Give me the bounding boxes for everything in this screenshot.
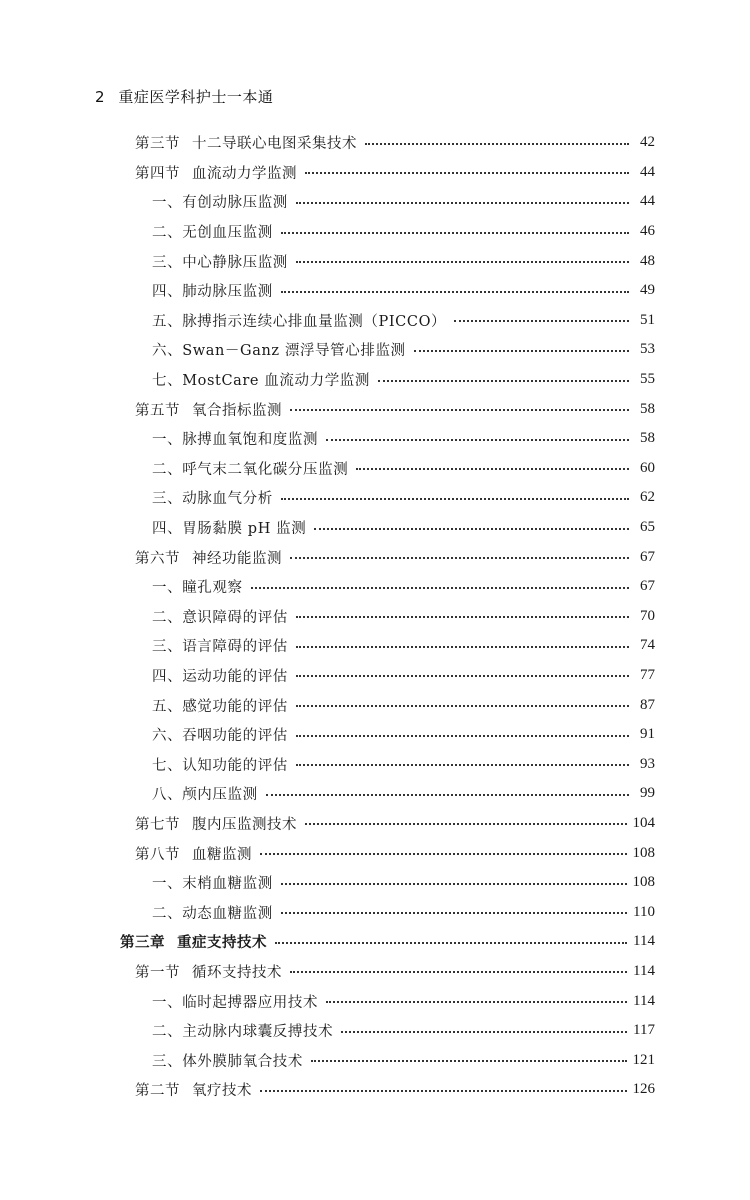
dot-leader	[290, 971, 627, 973]
dot-leader	[454, 320, 629, 322]
toc-entry-item[interactable]	[0, 720, 750, 750]
toc-entry-number: 第一节	[135, 964, 180, 981]
dot-leader	[281, 912, 627, 914]
toc-entry-item[interactable]	[0, 483, 750, 513]
toc-entry-item[interactable]	[0, 424, 750, 454]
toc-entry-text: 三、中心静脉压监测	[152, 254, 288, 271]
toc-entry-title	[152, 487, 273, 508]
toc-entry-page: 48	[640, 252, 655, 269]
toc-entry-title	[152, 783, 258, 804]
toc-entry-page: 42	[640, 134, 655, 151]
toc-entry-text: 二、动态血糖监测	[152, 905, 273, 922]
toc-entry-chapter[interactable]	[0, 927, 750, 957]
toc-entry-item[interactable]	[0, 217, 750, 247]
dot-leader	[296, 705, 629, 707]
toc-entry-number: 第五节	[135, 402, 180, 419]
toc-entry-title	[135, 961, 282, 982]
toc-entry-number: 第七节	[135, 816, 180, 833]
dot-leader	[378, 380, 629, 382]
toc-entry-text: 七、MostCare 血流动力学监测	[152, 373, 371, 390]
toc-entry-section[interactable]	[0, 158, 750, 188]
toc-entry-item[interactable]	[0, 187, 750, 217]
toc-entry-title	[152, 280, 273, 301]
toc-entry-text: 六、Swan－Ganz 漂浮导管心排监测	[152, 343, 406, 360]
toc-entry-title	[135, 132, 357, 153]
toc-entry-title	[152, 191, 288, 212]
toc-entry-page: 91	[640, 726, 655, 743]
toc-entry-text: 四、运动功能的评估	[152, 668, 288, 685]
toc-entry-number: 第三章	[120, 935, 165, 952]
dot-leader	[275, 942, 627, 944]
dot-leader	[260, 853, 627, 855]
toc-entry-page: 58	[640, 430, 655, 447]
toc-entry-number: 第八节	[135, 846, 180, 863]
dot-leader	[281, 498, 629, 500]
toc-entry-section[interactable]	[0, 394, 750, 424]
toc-entry-text: 氧合指标监测	[192, 402, 282, 419]
toc-entry-title	[135, 547, 282, 568]
dot-leader	[290, 557, 629, 559]
toc-entry-title	[152, 458, 348, 479]
toc-entry-title	[152, 221, 273, 242]
toc-entry-text: 血流动力学监测	[192, 165, 297, 182]
dot-leader	[296, 616, 629, 618]
toc-entry-section[interactable]	[0, 809, 750, 839]
toc-entry-title	[152, 635, 288, 656]
toc-entry-text: 一、临时起搏器应用技术	[152, 994, 319, 1011]
toc-entry-page: 62	[640, 489, 655, 506]
toc-entry-section[interactable]	[0, 957, 750, 987]
dot-leader	[260, 1090, 627, 1092]
dot-leader	[251, 587, 629, 589]
toc-entry-page: 99	[640, 785, 655, 802]
toc-entry-text: 五、感觉功能的评估	[152, 698, 288, 715]
toc-entry-title	[152, 576, 243, 597]
toc-entry-title	[152, 991, 318, 1012]
toc-entry-page: 49	[640, 282, 655, 299]
toc-entry-text: 二、呼气末二氧化碳分压监测	[152, 461, 349, 478]
toc-entry-item[interactable]	[0, 572, 750, 602]
dot-leader	[266, 794, 629, 796]
toc-entry-item[interactable]	[0, 749, 750, 779]
toc-entry-title	[152, 872, 273, 893]
toc-entry-page: 114	[633, 992, 655, 1009]
toc-entry-page: 44	[640, 193, 655, 210]
toc-entry-title	[152, 1020, 333, 1041]
dot-leader	[311, 1060, 627, 1062]
toc-entry-item[interactable]	[0, 868, 750, 898]
toc-entry-text: 四、胃肠黏膜 pH 监测	[152, 521, 307, 538]
toc-entry-text: 八、颅内压监测	[152, 787, 258, 804]
toc-entry-page: 65	[640, 519, 655, 536]
dot-leader	[296, 735, 629, 737]
toc-entry-item[interactable]	[0, 335, 750, 365]
toc-entry-page: 70	[640, 607, 655, 624]
toc-entry-item[interactable]	[0, 1045, 750, 1075]
toc-entry-number: 第六节	[135, 550, 180, 567]
toc-entry-section[interactable]	[0, 1075, 750, 1105]
toc-entry-page: 108	[632, 874, 655, 891]
dot-leader	[296, 202, 629, 204]
dot-leader	[365, 143, 629, 145]
toc-entry-number: 第二节	[135, 1083, 180, 1100]
toc-entry-item[interactable]	[0, 513, 750, 543]
toc-entry-title	[135, 843, 252, 864]
toc-entry-section[interactable]	[0, 128, 750, 158]
toc-entry-item[interactable]	[0, 454, 750, 484]
toc-entry-item[interactable]	[0, 1016, 750, 1046]
toc-entry-title	[135, 813, 297, 834]
toc-entry-page: 117	[633, 1022, 655, 1039]
dot-leader	[326, 1001, 627, 1003]
toc-entry-text: 一、有创动脉压监测	[152, 195, 288, 212]
toc-entry-text: 三、动脉血气分析	[152, 491, 273, 508]
toc-entry-text: 四、肺动脉压监测	[152, 284, 273, 301]
toc-entry-text: 三、语言障碍的评估	[152, 639, 288, 656]
dot-leader	[296, 764, 629, 766]
toc-entry-section[interactable]	[0, 542, 750, 572]
toc-entry-text: 一、脉搏血氧饱和度监测	[152, 432, 319, 449]
toc-entry-title	[152, 369, 370, 390]
toc-entry-text: 三、体外膜肺氧合技术	[152, 1053, 303, 1070]
toc-entry-page: 108	[632, 844, 655, 861]
dot-leader	[341, 1031, 627, 1033]
toc-entry-text: 腹内压监测技术	[192, 816, 297, 833]
toc-entry-item[interactable]	[0, 631, 750, 661]
toc-entry-page: 87	[640, 696, 655, 713]
toc-entry-title	[152, 428, 318, 449]
toc-entry-page: 44	[640, 163, 655, 180]
toc-entry-page: 121	[632, 1051, 655, 1068]
toc-entry-page: 67	[640, 548, 655, 565]
toc-entry-item[interactable]	[0, 602, 750, 632]
toc-entry-text: 五、脉搏指示连续心排血量监测（PICCO）	[152, 313, 447, 330]
toc-entry-item[interactable]	[0, 897, 750, 927]
toc-entry-title	[152, 251, 288, 272]
table-of-contents	[0, 128, 750, 1105]
toc-entry-page: 60	[640, 459, 655, 476]
toc-entry-page: 53	[640, 341, 655, 358]
dot-leader	[281, 291, 629, 293]
dot-leader	[281, 232, 629, 234]
toc-entry-text: 十二导联心电图采集技术	[192, 136, 357, 153]
book-title: 重症医学科护士一本通	[118, 88, 274, 106]
toc-entry-page: 93	[640, 755, 655, 772]
dot-leader	[281, 883, 627, 885]
toc-entry-page: 51	[640, 311, 655, 328]
dot-leader	[326, 439, 629, 441]
toc-entry-item[interactable]	[0, 365, 750, 395]
toc-entry-title	[152, 902, 273, 923]
toc-entry-title	[152, 517, 306, 538]
toc-entry-number: 第三节	[135, 136, 180, 153]
toc-entry-text: 血糖监测	[192, 846, 252, 863]
toc-entry-text: 六、吞咽功能的评估	[152, 728, 288, 745]
toc-entry-page: 114	[633, 962, 655, 979]
toc-entry-page: 74	[640, 637, 655, 654]
toc-entry-title	[152, 695, 288, 716]
toc-entry-page: 110	[633, 903, 655, 920]
dot-leader	[414, 350, 629, 352]
toc-entry-page: 55	[640, 371, 655, 388]
toc-entry-title	[152, 665, 288, 686]
toc-entry-text: 重症支持技术	[177, 935, 267, 952]
toc-entry-text: 一、末梢血糖监测	[152, 876, 273, 893]
dot-leader	[290, 409, 629, 411]
toc-entry-page: 104	[632, 814, 655, 831]
toc-entry-item[interactable]	[0, 246, 750, 276]
toc-entry-title	[152, 1050, 303, 1071]
dot-leader	[296, 675, 629, 677]
running-head	[95, 86, 273, 107]
toc-entry-page: 77	[640, 666, 655, 683]
toc-entry-page: 46	[640, 223, 655, 240]
dot-leader	[296, 261, 629, 263]
toc-entry-text: 神经功能监测	[192, 550, 282, 567]
page-number: 2	[95, 88, 106, 106]
dot-leader	[305, 823, 627, 825]
toc-entry-page: 126	[632, 1081, 655, 1098]
toc-entry-title	[152, 754, 288, 775]
toc-entry-title	[135, 1079, 252, 1100]
dot-leader	[356, 468, 629, 470]
toc-entry-text: 二、无创血压监测	[152, 225, 273, 242]
dot-leader	[305, 172, 629, 174]
toc-entry-item[interactable]	[0, 661, 750, 691]
toc-entry-title	[152, 339, 406, 360]
toc-entry-text: 二、主动脉内球囊反搏技术	[152, 1024, 334, 1041]
toc-entry-page: 114	[633, 933, 655, 950]
toc-entry-number: 第四节	[135, 165, 180, 182]
toc-entry-text: 二、意识障碍的评估	[152, 609, 288, 626]
toc-entry-item[interactable]	[0, 276, 750, 306]
toc-entry-title	[135, 162, 297, 183]
toc-entry-text: 七、认知功能的评估	[152, 757, 288, 774]
toc-entry-title	[152, 310, 446, 331]
toc-entry-text: 循环支持技术	[192, 964, 282, 981]
toc-entry-page: 67	[640, 578, 655, 595]
toc-entry-section[interactable]	[0, 838, 750, 868]
toc-entry-title	[120, 931, 267, 952]
toc-entry-title	[152, 724, 288, 745]
dot-leader	[314, 528, 629, 530]
toc-entry-text: 氧疗技术	[192, 1083, 252, 1100]
toc-entry-item[interactable]	[0, 306, 750, 336]
toc-entry-item[interactable]	[0, 690, 750, 720]
toc-entry-item[interactable]	[0, 986, 750, 1016]
toc-entry-text: 一、瞳孔观察	[152, 580, 243, 597]
toc-entry-item[interactable]	[0, 779, 750, 809]
toc-entry-title	[152, 606, 288, 627]
dot-leader	[296, 646, 629, 648]
toc-entry-page: 58	[640, 400, 655, 417]
toc-entry-title	[135, 399, 282, 420]
